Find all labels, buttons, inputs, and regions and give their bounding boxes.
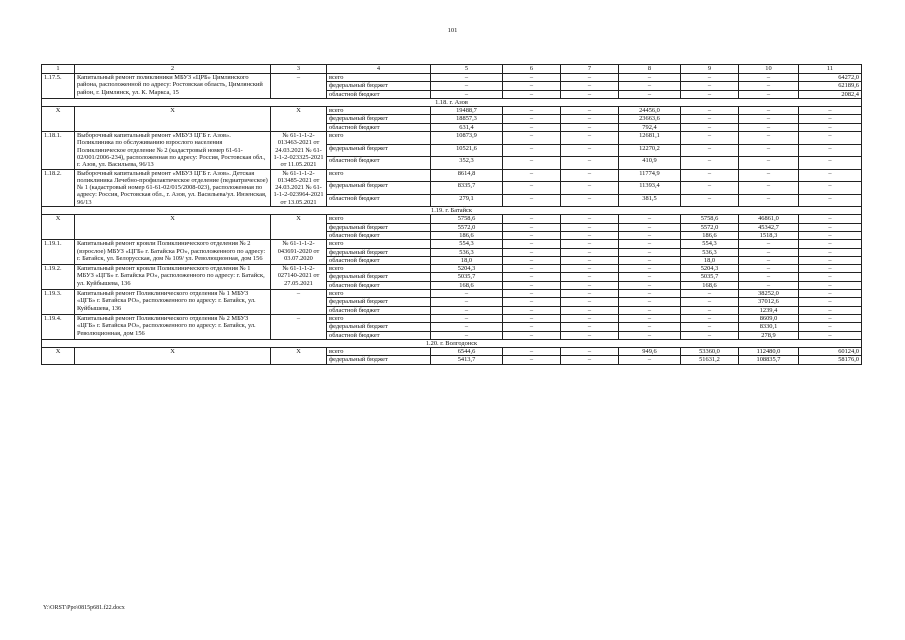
value-cell: –	[561, 281, 619, 289]
value-cell: –	[799, 132, 862, 144]
value-cell: –	[681, 331, 739, 339]
value-cell: –	[739, 107, 799, 115]
value-cell: –	[561, 223, 619, 231]
funding-source: всего	[327, 169, 431, 181]
value-cell: 1518,3	[739, 231, 799, 239]
value-cell: –	[799, 194, 862, 207]
value-cell: –	[561, 157, 619, 170]
value-cell: –	[799, 323, 862, 331]
value-cell: –	[561, 256, 619, 264]
funding-source: областной бюджет	[327, 194, 431, 207]
item-document: № 61-1-1-2-027140-2021 от 27.05.2021	[271, 265, 327, 290]
item-number: 1.19.2.	[42, 265, 75, 290]
value-cell: –	[739, 90, 799, 98]
value-cell: 5572,0	[431, 223, 503, 231]
value-cell: –	[799, 298, 862, 306]
value-cell: –	[503, 182, 561, 194]
column-header: 9	[681, 65, 739, 74]
value-cell: 18857,3	[431, 115, 503, 123]
value-cell: –	[681, 298, 739, 306]
value-cell: 5758,6	[431, 215, 503, 223]
value-cell: –	[619, 331, 681, 339]
value-cell: –	[681, 132, 739, 144]
column-header: 11	[799, 65, 862, 74]
item-name: Капитальный ремонт поликлиники МБУЗ «ЦРБ» Цимлянского района, расположенной по адресу: Ростовская область, Цимлянский район, г. Цимлянск, ул. К. Маркса, 15	[75, 74, 271, 99]
table-row	[42, 290, 862, 298]
item-document: Х	[271, 215, 327, 240]
table-row	[42, 265, 862, 273]
value-cell: 6544,6	[431, 348, 503, 356]
value-cell: –	[619, 298, 681, 306]
column-header: 7	[561, 65, 619, 74]
value-cell: –	[799, 240, 862, 248]
value-cell: –	[561, 323, 619, 331]
value-cell: –	[431, 290, 503, 298]
value-cell: –	[619, 223, 681, 231]
value-cell: –	[561, 331, 619, 339]
value-cell: –	[503, 248, 561, 256]
value-cell: –	[739, 182, 799, 194]
value-cell: –	[503, 115, 561, 123]
funding-source: областной бюджет	[327, 157, 431, 170]
value-cell: –	[503, 323, 561, 331]
value-cell: 46861,0	[739, 215, 799, 223]
value-cell: –	[681, 90, 739, 98]
funding-source: федеральный бюджет	[327, 223, 431, 231]
value-cell: –	[799, 169, 862, 181]
value-cell: –	[561, 356, 619, 364]
value-cell: –	[681, 123, 739, 131]
item-number: 1.17.5.	[42, 74, 75, 99]
funding-source: федеральный бюджет	[327, 273, 431, 281]
footer-file-path: Y:\ORST\Ppo\0815p681.f22.docx	[43, 605, 125, 611]
value-cell: –	[739, 194, 799, 207]
value-cell: 23663,6	[619, 115, 681, 123]
value-cell: 186,6	[431, 231, 503, 239]
value-cell: 11774,9	[619, 169, 681, 181]
value-cell: –	[681, 194, 739, 207]
value-cell: –	[561, 273, 619, 281]
value-cell: –	[561, 194, 619, 207]
value-cell: –	[503, 290, 561, 298]
value-cell: –	[561, 74, 619, 82]
value-cell: –	[739, 74, 799, 82]
item-document: Х	[271, 348, 327, 365]
value-cell: –	[799, 144, 862, 156]
value-cell: –	[739, 281, 799, 289]
value-cell: –	[561, 298, 619, 306]
value-cell: –	[799, 215, 862, 223]
value-cell: –	[503, 314, 561, 322]
value-cell: –	[503, 306, 561, 314]
value-cell: –	[431, 74, 503, 82]
item-document: –	[271, 290, 327, 315]
value-cell: 8330,1	[739, 323, 799, 331]
value-cell: –	[619, 273, 681, 281]
funding-source: федеральный бюджет	[327, 144, 431, 156]
value-cell: 2082,4	[799, 90, 862, 98]
value-cell: –	[503, 90, 561, 98]
value-cell: 12270,2	[619, 144, 681, 156]
value-cell: –	[561, 107, 619, 115]
value-cell: 279,1	[431, 194, 503, 207]
value-cell: –	[799, 231, 862, 239]
value-cell: –	[799, 273, 862, 281]
funding-source: областной бюджет	[327, 306, 431, 314]
funding-source: всего	[327, 348, 431, 356]
value-cell: –	[561, 123, 619, 131]
value-cell: –	[503, 298, 561, 306]
value-cell: –	[619, 215, 681, 223]
column-header: 1	[42, 65, 75, 74]
value-cell: –	[431, 314, 503, 322]
table-row	[42, 240, 862, 248]
section-title-row	[42, 207, 862, 215]
value-cell: –	[431, 323, 503, 331]
value-cell: –	[619, 231, 681, 239]
funding-table	[41, 64, 862, 365]
value-cell: –	[799, 107, 862, 115]
value-cell: –	[561, 265, 619, 273]
value-cell: –	[503, 123, 561, 131]
table-row	[42, 348, 862, 356]
item-name: Капитальный ремонт кровли Поликлинического отделения № 1 МБУЗ «ЦГБ» г. Батайска РО», расположенного по адресу: г. Батайск, ул. Куйбышева, 136	[75, 265, 271, 290]
value-cell: –	[739, 240, 799, 248]
value-cell: –	[681, 290, 739, 298]
value-cell: –	[503, 356, 561, 364]
value-cell: 38252,0	[739, 290, 799, 298]
value-cell: 5204,3	[681, 265, 739, 273]
item-name: Капитальный ремонт кровли Поликлинического отделения № 2 (взрослое) МБУЗ «ЦГБ» г. Батайска РО», расположенного по адресу: г. Батайск, ул. Белорусская, дом № 109/ ул. Революционная, дом 156	[75, 240, 271, 265]
value-cell: –	[799, 157, 862, 170]
value-cell: –	[739, 132, 799, 144]
value-cell: 186,6	[681, 231, 739, 239]
funding-source: федеральный бюджет	[327, 298, 431, 306]
value-cell: –	[619, 314, 681, 322]
value-cell: 5758,6	[681, 215, 739, 223]
funding-source: федеральный бюджет	[327, 115, 431, 123]
value-cell: –	[431, 82, 503, 90]
value-cell: –	[561, 248, 619, 256]
value-cell: 554,3	[431, 240, 503, 248]
value-cell: 11393,4	[619, 182, 681, 194]
value-cell: –	[739, 144, 799, 156]
item-document: № 61-1-1-2-043691-2020 от 03.07.2020	[271, 240, 327, 265]
item-name: Выборочный капитальный ремонт «МБУЗ ЦГБ г. Азов». Детская поликлиника Лечебно-профилактическое отделение (педиатрическое) № 1 (кадастровый номер 61-61-02/015/2008-023), расположенная по адресу: Россия, Ростовская обл., г. Азов, ул. Васильева/ул. Инзенская, 96/13	[75, 169, 271, 206]
funding-source: федеральный бюджет	[327, 323, 431, 331]
column-header: 10	[739, 65, 799, 74]
value-cell: 108835,7	[739, 356, 799, 364]
value-cell: 58176,0	[799, 356, 862, 364]
value-cell: –	[619, 306, 681, 314]
table-row	[42, 74, 862, 82]
item-name: Х	[75, 107, 271, 132]
header-row	[42, 65, 862, 74]
value-cell: –	[431, 306, 503, 314]
value-cell: 554,3	[681, 240, 739, 248]
value-cell: –	[503, 281, 561, 289]
value-cell: –	[619, 356, 681, 364]
item-number: 1.19.4.	[42, 314, 75, 339]
value-cell: 5035,7	[431, 273, 503, 281]
value-cell: –	[503, 331, 561, 339]
value-cell: –	[503, 144, 561, 156]
column-header: 2	[75, 65, 271, 74]
value-cell: –	[431, 331, 503, 339]
value-cell: –	[739, 115, 799, 123]
table-row	[42, 314, 862, 322]
value-cell: 8614,8	[431, 169, 503, 181]
value-cell: –	[561, 348, 619, 356]
value-cell: –	[681, 144, 739, 156]
value-cell: –	[739, 82, 799, 90]
value-cell: –	[739, 265, 799, 273]
value-cell: 410,9	[619, 157, 681, 170]
value-cell: –	[503, 265, 561, 273]
value-cell: –	[799, 115, 862, 123]
value-cell: –	[503, 240, 561, 248]
value-cell: –	[503, 107, 561, 115]
table-row	[42, 215, 862, 223]
value-cell: 381,5	[619, 194, 681, 207]
funding-source: областной бюджет	[327, 256, 431, 264]
value-cell: –	[681, 323, 739, 331]
column-header: 6	[503, 65, 561, 74]
value-cell: –	[561, 231, 619, 239]
value-cell: –	[561, 132, 619, 144]
item-number: 1.19.3.	[42, 290, 75, 315]
value-cell: 10521,6	[431, 144, 503, 156]
value-cell: –	[431, 298, 503, 306]
value-cell: –	[561, 215, 619, 223]
value-cell: –	[799, 306, 862, 314]
value-cell: –	[681, 306, 739, 314]
value-cell: –	[799, 290, 862, 298]
section-title: 1.18. г. Азов	[42, 98, 862, 106]
item-number: 1.18.2.	[42, 169, 75, 206]
value-cell: –	[503, 273, 561, 281]
value-cell: –	[681, 74, 739, 82]
item-number: Х	[42, 348, 75, 365]
value-cell: –	[619, 90, 681, 98]
value-cell: –	[503, 157, 561, 170]
value-cell: 45342,7	[739, 223, 799, 231]
section-title: 1.19. г. Батайск	[42, 207, 862, 215]
value-cell: –	[503, 215, 561, 223]
value-cell: 278,9	[739, 331, 799, 339]
value-cell: –	[799, 314, 862, 322]
section-title-row	[42, 98, 862, 106]
value-cell: –	[619, 281, 681, 289]
funding-table-body	[42, 65, 862, 365]
value-cell: –	[799, 223, 862, 231]
value-cell: –	[561, 240, 619, 248]
value-cell: –	[503, 256, 561, 264]
value-cell: –	[681, 115, 739, 123]
value-cell: –	[619, 248, 681, 256]
item-document: № 61-1-1-2-013463-2021 от 24.03.2021 № 61-1-1-2-023325-2021 от 11.05.2021	[271, 132, 327, 169]
value-cell: –	[681, 182, 739, 194]
value-cell: 536,3	[681, 248, 739, 256]
value-cell: –	[619, 323, 681, 331]
funding-source: федеральный бюджет	[327, 182, 431, 194]
value-cell: –	[799, 182, 862, 194]
funding-source: всего	[327, 74, 431, 82]
value-cell: 24456,0	[619, 107, 681, 115]
value-cell: 8609,0	[739, 314, 799, 322]
value-cell: 1239,4	[739, 306, 799, 314]
value-cell: 949,6	[619, 348, 681, 356]
funding-source: областной бюджет	[327, 231, 431, 239]
value-cell: –	[561, 169, 619, 181]
value-cell: –	[799, 256, 862, 264]
funding-source: областной бюджет	[327, 123, 431, 131]
item-number: 1.19.1.	[42, 240, 75, 265]
value-cell: –	[681, 314, 739, 322]
value-cell: –	[681, 82, 739, 90]
value-cell: 5204,3	[431, 265, 503, 273]
value-cell: –	[799, 248, 862, 256]
column-header: 5	[431, 65, 503, 74]
funding-source: всего	[327, 240, 431, 248]
item-document: –	[271, 74, 327, 99]
value-cell: –	[503, 348, 561, 356]
value-cell: 60124,0	[799, 348, 862, 356]
item-document: –	[271, 314, 327, 339]
value-cell: 53360,0	[681, 348, 739, 356]
column-header: 3	[271, 65, 327, 74]
value-cell: 631,4	[431, 123, 503, 131]
column-header: 4	[327, 65, 431, 74]
value-cell: –	[799, 123, 862, 131]
funding-source: всего	[327, 265, 431, 273]
item-name: Выборочный капитальный ремонт «МБУЗ ЦГБ г. Азов». Поликлиника по обслуживанию взрослого населения Поликлиническое отделение № 2 (кадастровый номер 61-61-02/001/2006-234), расположенная по адресу: Россия, Ростовская обл., г. Азов, ул. Васильева, 96/13	[75, 132, 271, 169]
item-name: Капитальный ремонт Поликлинического отделения № 1 МБУЗ «ЦГБ» г. Батайска РО», расположенного по адресу: г. Батайск, ул. Куйбышева, 136	[75, 290, 271, 315]
value-cell: 536,3	[431, 248, 503, 256]
item-number: Х	[42, 107, 75, 132]
value-cell: 37012,6	[739, 298, 799, 306]
value-cell: 5035,7	[681, 273, 739, 281]
funding-source: всего	[327, 290, 431, 298]
value-cell: –	[619, 290, 681, 298]
funding-source: областной бюджет	[327, 331, 431, 339]
value-cell: –	[799, 281, 862, 289]
value-cell: –	[739, 123, 799, 131]
value-cell: –	[561, 306, 619, 314]
table-row	[42, 169, 862, 181]
table-row	[42, 132, 862, 144]
funding-source: всего	[327, 314, 431, 322]
value-cell: –	[503, 74, 561, 82]
item-number: 1.18.1.	[42, 132, 75, 169]
column-header: 8	[619, 65, 681, 74]
value-cell: –	[799, 265, 862, 273]
funding-source: областной бюджет	[327, 90, 431, 98]
value-cell: –	[619, 82, 681, 90]
value-cell: –	[739, 248, 799, 256]
item-name: Х	[75, 348, 271, 365]
value-cell: –	[681, 157, 739, 170]
value-cell: 19488,7	[431, 107, 503, 115]
value-cell: 64272,0	[799, 74, 862, 82]
item-document: № 61-1-1-2-013485-2021 от 24.03.2021 № 61-1-1-2-023964-2021 от 13.05.2021	[271, 169, 327, 206]
section-title-row	[42, 339, 862, 347]
item-name: Х	[75, 215, 271, 240]
item-name: Капитальный ремонт Поликлинического отделения № 2 МБУЗ «ЦГБ» г. Батайска РО», расположенного по адресу: г. Батайск, ул. Революционная, дом 156	[75, 314, 271, 339]
funding-source: всего	[327, 107, 431, 115]
value-cell: –	[561, 115, 619, 123]
value-cell: –	[503, 231, 561, 239]
table-row	[42, 107, 862, 115]
value-cell: –	[503, 82, 561, 90]
funding-source: федеральный бюджет	[327, 248, 431, 256]
value-cell: –	[619, 74, 681, 82]
value-cell: 792,4	[619, 123, 681, 131]
value-cell: 10873,9	[431, 132, 503, 144]
value-cell: 5572,0	[681, 223, 739, 231]
funding-source: всего	[327, 132, 431, 144]
value-cell: –	[431, 90, 503, 98]
funding-source: федеральный бюджет	[327, 82, 431, 90]
item-document: Х	[271, 107, 327, 132]
value-cell: –	[619, 265, 681, 273]
value-cell: 8335,7	[431, 182, 503, 194]
value-cell: 112480,0	[739, 348, 799, 356]
value-cell: –	[561, 182, 619, 194]
value-cell: 352,3	[431, 157, 503, 170]
value-cell: –	[561, 90, 619, 98]
value-cell: 18,0	[681, 256, 739, 264]
value-cell: –	[619, 240, 681, 248]
funding-source: областной бюджет	[327, 281, 431, 289]
funding-source: федеральный бюджет	[327, 356, 431, 364]
section-title: 1.20. г. Волгодонск	[42, 339, 862, 347]
value-cell: –	[561, 290, 619, 298]
value-cell: 12681,1	[619, 132, 681, 144]
value-cell: 62189,6	[799, 82, 862, 90]
value-cell: –	[739, 273, 799, 281]
value-cell: 168,6	[681, 281, 739, 289]
value-cell: –	[739, 169, 799, 181]
value-cell: –	[739, 157, 799, 170]
value-cell: –	[503, 169, 561, 181]
value-cell: –	[681, 169, 739, 181]
value-cell: –	[561, 314, 619, 322]
value-cell: –	[619, 256, 681, 264]
item-number: Х	[42, 215, 75, 240]
value-cell: –	[561, 82, 619, 90]
funding-source: всего	[327, 215, 431, 223]
value-cell: –	[503, 223, 561, 231]
value-cell: –	[799, 331, 862, 339]
value-cell: –	[503, 132, 561, 144]
page-number: 101	[447, 27, 458, 34]
value-cell: 51631,2	[681, 356, 739, 364]
value-cell: –	[739, 256, 799, 264]
value-cell: 5413,7	[431, 356, 503, 364]
value-cell: 18,0	[431, 256, 503, 264]
value-cell: 168,6	[431, 281, 503, 289]
value-cell: –	[503, 194, 561, 207]
value-cell: –	[681, 107, 739, 115]
value-cell: –	[561, 144, 619, 156]
